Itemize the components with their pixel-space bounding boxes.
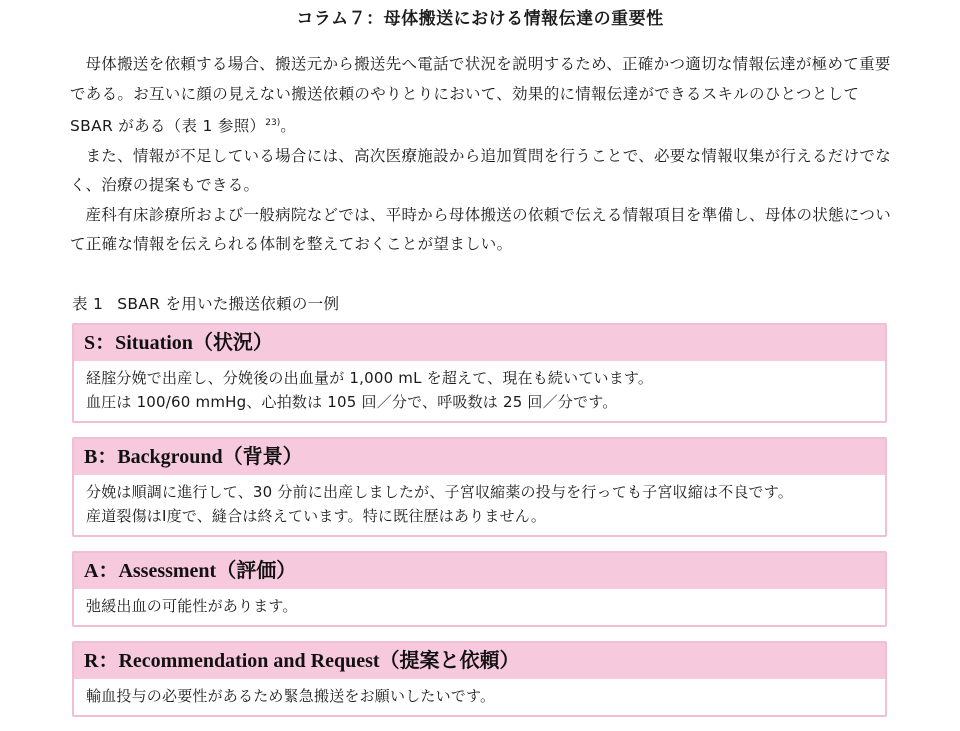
paragraph-3 [70,201,900,260]
sbar-recommendation-body [74,679,885,715]
sbar-background-line-2: 産道裂傷はⅠ度で、縫合は終えています。特に既往歴はありません。 [86,507,547,525]
paragraph-1-text: 母体搬送を依頼する場合、搬送元から搬送先へ電話で状況を説明するため、正確かつ適切な情報伝達が極めて重要である。お互いに顔の見えない搬送依頼のやりとりにおいて、効果的に情報伝達ができるスキルのひとつとして SBAR がある（表 1 参照） [70,55,891,135]
sbar-assessment-line-1: 弛緩出血の可能性があります。 [86,597,298,615]
sbar-background-heading: B：Background（背景） [74,439,885,475]
paragraph-3-text: 産科有床診療所および一般病院などでは、平時から母体搬送の依頼で伝える情報項目を準備し、母体の状態について正確な情報を伝えられる体制を整えておくことが望ましい。 [70,205,891,253]
sbar-assessment-body [74,589,885,625]
sbar-table [72,323,887,731]
paragraph-1-tail: 。 [280,117,297,135]
page-title: コラム７：母体搬送における情報伝達の重要性 [296,9,664,29]
sbar-assessment-heading: A：Assessment（評価） [74,553,885,589]
table-caption [72,292,339,314]
column-body [70,50,900,260]
table-caption-number: 表 1 [72,295,104,313]
sbar-situation-line-2: 血圧は 100/60 mmHg、心拍数は 105 回／分で、呼吸数は 25 回／分です。 [86,393,618,411]
sbar-recommendation [72,641,887,717]
sbar-situation-heading: S：Situation（状況） [74,325,885,361]
sbar-situation [72,323,887,423]
sbar-background [72,437,887,537]
paragraph-2 [70,142,900,201]
sbar-recommendation-heading: R：Recommendation and Request（提案と依頼） [74,643,885,679]
sbar-recommendation-line-1: 輸血投与の必要性があるため緊急搬送をお願いしたいです。 [86,687,496,705]
sbar-situation-body [74,361,885,421]
citation-ref: 23) [265,118,281,128]
table-caption-text: SBAR を用いた搬送依頼の一例 [117,295,340,313]
paragraph-2-text: また、情報が不足している場合には、高次医療施設から追加質問を行うことで、必要な情報収集が行えるだけでなく、治療の提案もできる。 [70,146,891,194]
sbar-assessment [72,551,887,627]
sbar-background-body [74,475,885,535]
sbar-background-line-1: 分娩は順調に進行して、30 分前に出産しましたが、子宮収縮薬の投与を行っても子宮収縮は不良です。 [86,483,793,501]
sbar-situation-line-1: 経腟分娩で出産し、分娩後の出血量が 1,000 mL を超えて、現在も続いています。 [86,369,654,387]
paragraph-1 [70,50,900,142]
